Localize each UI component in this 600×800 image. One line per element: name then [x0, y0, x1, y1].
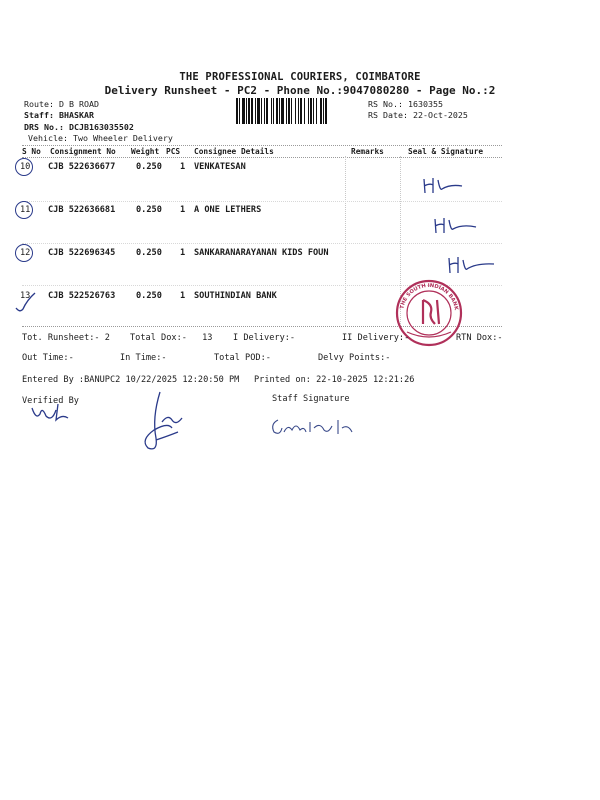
printed-on	[254, 375, 414, 385]
verified-by-label: Verified By	[22, 396, 79, 406]
route-label: Route:	[24, 99, 54, 109]
drs-label: DRS No.:	[24, 122, 64, 132]
row-sno: 11	[20, 205, 31, 215]
remarks-divider	[345, 156, 346, 326]
sno-circle-mark	[15, 244, 33, 262]
col-pcs: PCS	[166, 147, 181, 156]
entered-by	[22, 375, 239, 385]
route-value: D B ROAD	[58, 99, 99, 109]
row-consignee: SOUTHINDIAN BANK	[194, 291, 277, 301]
vehicle-value: Two Wheeler Delivery	[72, 133, 173, 143]
row-pcs: 1	[180, 162, 186, 172]
i-delivery-label: I Delivery:-	[233, 333, 296, 343]
total-dox	[130, 333, 212, 343]
row-consignee: VENKATESAN	[194, 162, 246, 172]
tot-runsheet-value: 2	[104, 333, 110, 343]
sno-tick-mark	[14, 290, 38, 314]
ii-delivery-label: II Delivery:-	[342, 333, 410, 343]
row-weight: 0.250	[136, 162, 162, 172]
row-consignment: CJB 522526763	[48, 291, 116, 301]
printed-on-label: Printed on:	[254, 375, 311, 385]
total-pod-label: Total POD:-	[214, 353, 271, 363]
row-rule	[22, 243, 502, 244]
out-time-label: Out Time:-	[22, 353, 74, 363]
drs-line	[24, 122, 134, 132]
row-pcs: 1	[180, 205, 186, 215]
printed-on-value: 22-10-2025 12:21:26	[316, 375, 415, 385]
staff-signature	[268, 414, 364, 438]
rs-date-line	[368, 110, 468, 120]
entered-by-value: BANUPC2 10/22/2025 12:20:50 PM	[84, 375, 240, 385]
stamp-text: THE SOUTH INDIAN BANK	[399, 282, 459, 311]
row-consignment: CJB 522696345	[48, 248, 116, 258]
header-top-rule	[22, 145, 502, 146]
col-seal-signature: Seal & Signature	[408, 147, 484, 156]
staff-value: BHASKAR	[58, 110, 94, 120]
row-consignment: CJB 522636681	[48, 205, 116, 215]
rs-no-value: 1630355	[407, 99, 443, 109]
row-rule	[22, 201, 502, 202]
rs-date-label: RS Date:	[368, 110, 408, 120]
row-consignee: SANKARANARAYANAN KIDS FOUN	[194, 248, 329, 258]
col-sno: S No	[22, 147, 41, 156]
row-sno: 10	[20, 162, 31, 172]
col-consignee: Consignee Details	[194, 147, 274, 156]
vehicle-label: Vehicle:	[28, 133, 68, 143]
in-time-label: In Time:-	[120, 353, 167, 363]
staff-label: Staff:	[24, 110, 54, 120]
rs-no-label: RS No.:	[368, 99, 403, 109]
delvy-points-label: Delvy Points:-	[318, 353, 391, 363]
vehicle-line	[28, 133, 173, 143]
tot-runsheet-label: Tot. Runsheet:-	[22, 333, 100, 343]
row-sno: 13	[20, 291, 31, 301]
drs-value: DCJB163035502	[68, 122, 134, 132]
handwritten-initials	[446, 254, 498, 276]
rtn-dox-label: RTN Dox:-	[456, 333, 503, 343]
verifier-signature	[28, 398, 72, 426]
route-line	[24, 99, 99, 109]
company-name: THE PROFESSIONAL COURIERS, COIMBATORE	[179, 71, 421, 83]
row-weight: 0.250	[136, 248, 162, 258]
row-consignee: A ONE LETHERS	[194, 205, 262, 215]
row-weight: 0.250	[136, 205, 162, 215]
rs-no-line	[368, 99, 443, 109]
sno-circle-mark	[15, 158, 33, 176]
row-pcs: 1	[180, 248, 186, 258]
staff-line	[24, 110, 94, 120]
runsheet-title: Delivery Runsheet - PC2 - Phone No.:9047080280 - Page No.:2	[104, 84, 496, 97]
tot-runsheet	[22, 333, 110, 343]
col-weight: Weight	[131, 147, 160, 156]
handwritten-initials	[432, 215, 482, 237]
row-consignment: CJB 522636677	[48, 162, 116, 172]
rs-date-value: 22-Oct-2025	[412, 110, 468, 120]
total-dox-value: 13	[202, 333, 213, 343]
row-weight: 0.250	[136, 291, 162, 301]
verifier-signature	[138, 388, 190, 458]
col-consignment: Consignment No	[50, 147, 116, 156]
sno-circle-mark	[15, 201, 33, 219]
staff-signature-label: Staff Signature	[272, 394, 350, 404]
col-remarks: Remarks	[351, 147, 384, 156]
row-sno: 12	[20, 248, 31, 258]
entered-by-label: Entered By :	[22, 375, 85, 385]
handwritten-initials	[420, 175, 470, 197]
header-bottom-rule	[22, 157, 502, 158]
total-dox-label: Total Dox:-	[130, 333, 187, 343]
row-pcs: 1	[180, 291, 186, 301]
drs-barcode	[236, 98, 364, 124]
